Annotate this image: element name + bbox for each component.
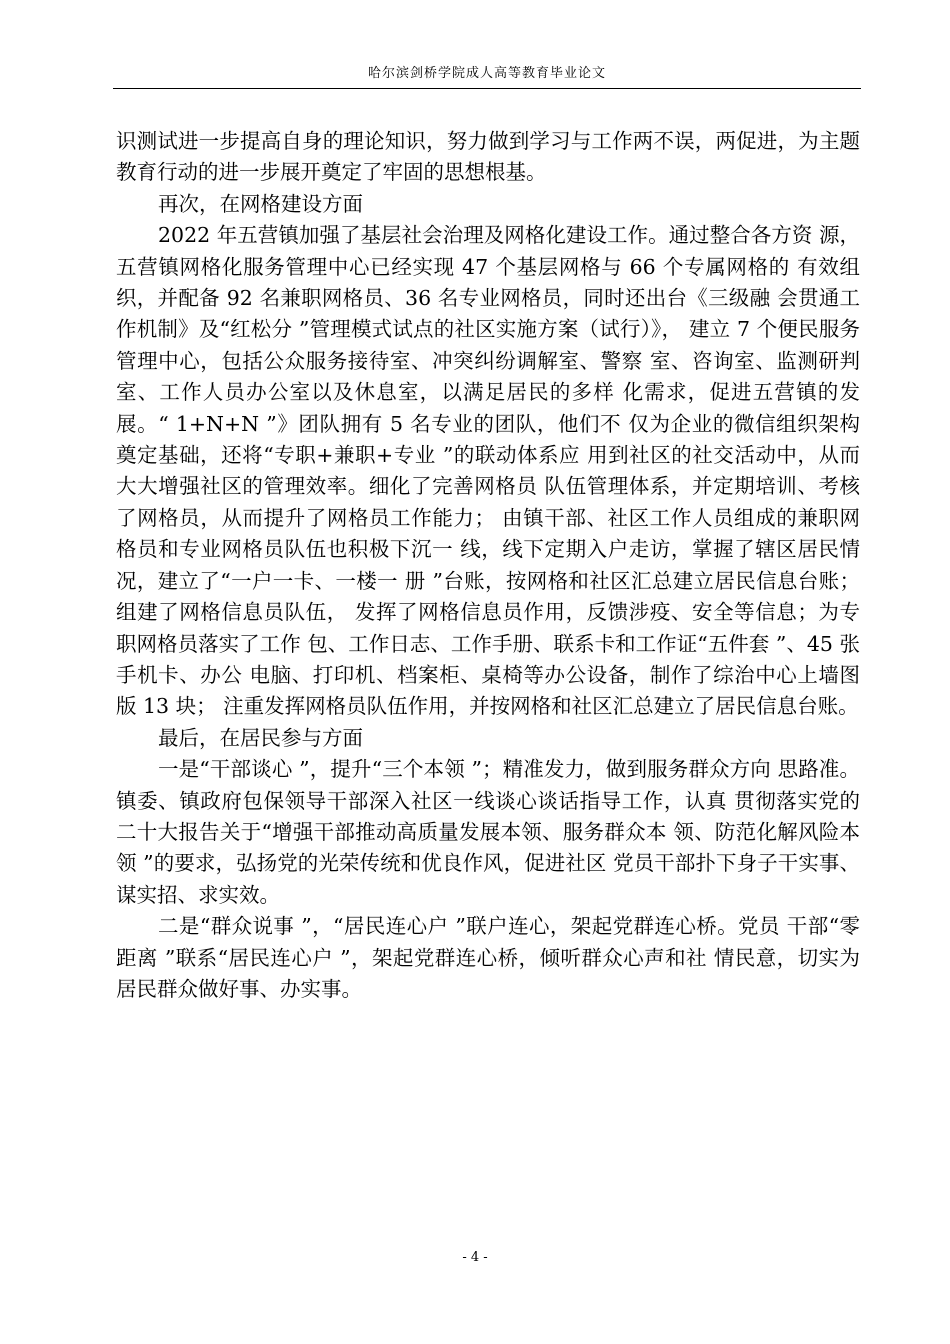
page-number: - 4 - <box>462 1250 488 1265</box>
document-body <box>116 126 860 1005</box>
paragraph-cadre-talks: 一是“干部谈心 ”，提升“三个本领 ”；精准发力，做到服务群众方向 思路准。镇委、镇政府包保领导干部深入社区一线谈心谈话指导工作，认真 贯彻落实党的二十大报告关于“增强干部推动高质量发展本领、服务群众本 领、防范化解风险本领 ”的要求，弘扬党的光荣传统和优良作风，促进社区 党员干部扑下身子干实事、谋实招、求实效。 <box>116 757 860 907</box>
paragraph-masses-speak: 二是“群众说事 ”，“居民连心户 ”联户连心，架起党群连心桥。党员 干部“零距离 ”联系“居民连心户 ”，架起党群连心桥，倾听群众心声和社 情民意，切实为居民群众做好事、办实事。 <box>116 914 860 1001</box>
header-title: 哈尔滨剑桥学院成人高等教育毕业论文 <box>367 66 606 81</box>
section-heading-resident-participation: 最后，在居民参与方面 <box>158 725 363 750</box>
paragraph-continuation: 识测试进一步提高自身的理论知识，努力做到学习与工作两不误，两促进，为主题教育行动的进一步展开奠定了牢固的思想根基。 <box>116 129 860 185</box>
paragraph-grid-building: 2022 年五营镇加强了基层社会治理及网格化建设工作。通过整合各方资 源，五营镇网格化服务管理中心已经实现 47 个基层网格与 66 个专属网格的 有效组织，并配备 92 名兼职网格员、36 名专业网格员，同时还出台《三级融 会贯通工作机制》及“红松分 ”管理模式试点的社区实施方案（试行）》， 建立 7 个便民服务管理中心，包括公众服务接待室、冲突纠纷调解室、警察 室、咨询室、监测研判室、工作人员办公室以及休息室，以满足居民的多样 化需求，促进五营镇的发展。“ 1+N+N ”》团队拥有 5 名专业的团队，他们不 仅为企业的微信组织架构奠定基础，还将“专职+兼职+专业 ”的联动体系应 用到社区的社交活动中，从而大大增强社区的管理效率。细化了完善网格员 队伍管理体系，并定期培训、考核了网格员，从而提升了网格员工作能力； 由镇干部、社区工作人员组成的兼职网格员和专业网格员队伍也积极下沉一 线，线下定期入户走访，掌握了辖区居民情况，建立了“一户一卡、一楼一 册 ”台账，按网格和社区汇总建立居民信息台账；组建了网格信息员队伍， 发挥了网格信息员作用，反馈涉疫、安全等信息；为专职网格员落实了工作 包、工作日志、工作手册、联系卡和工作证“五件套 ”、45 张手机卡、办公 电脑、打印机、档案柜、桌椅等办公设备，制作了综治中心上墙图版 13 块； 注重发挥网格员队伍作用，并按网格和社区汇总建立了居民信息台账。 <box>116 223 860 719</box>
section-heading-grid-building: 再次，在网格建设方面 <box>158 191 363 216</box>
page-header <box>113 60 861 89</box>
